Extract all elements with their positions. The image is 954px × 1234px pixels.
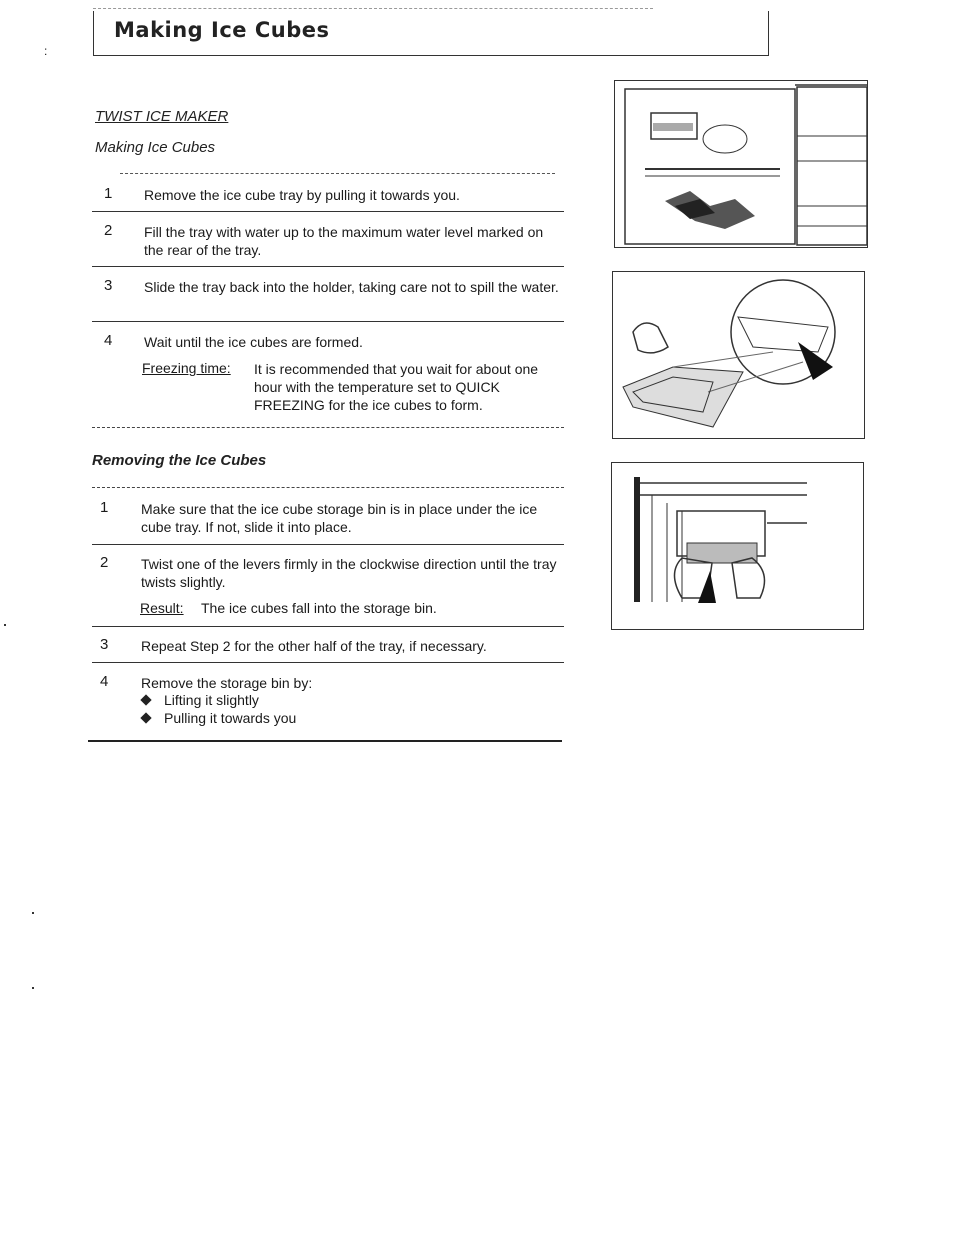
step-number: 1 [100, 499, 109, 516]
divider [120, 173, 555, 174]
divider [88, 740, 562, 742]
bullet-text: Lifting it slightly [164, 692, 259, 708]
step-number: 2 [104, 222, 113, 239]
fridge-illustration [615, 81, 867, 247]
section-heading: TWIST ICE MAKER [95, 108, 229, 125]
result-text: The ice cubes fall into the storage bin. [201, 600, 437, 616]
bullet-item [142, 692, 259, 708]
note-text: It is recommended that you wait for about one hour with the temperature set to QUICK FREEZING for the ice cubes to form. [254, 361, 539, 413]
remove-bin-figure [611, 462, 864, 630]
step-number: 4 [104, 332, 113, 349]
margin-mark: : [44, 44, 48, 58]
step-text: Slide the tray back into the holder, taking care not to spill the water. [144, 279, 559, 295]
fridge-interior-figure [614, 80, 868, 248]
header-top-rule [93, 8, 653, 9]
result-label: Result: [140, 600, 184, 616]
divider [92, 626, 564, 627]
divider [92, 321, 564, 322]
step-text: Repeat Step 2 for the other half of the tray, if necessary. [141, 638, 487, 654]
bullet-text: Pulling it towards you [164, 710, 297, 726]
divider [92, 211, 564, 212]
step-text: Wait until the ice cubes are formed. [144, 334, 363, 350]
storage-bin-illustration [612, 463, 863, 629]
scan-speck [32, 912, 34, 914]
fill-tray-figure [612, 271, 865, 439]
step-text: Remove the storage bin by: [141, 675, 313, 691]
step-number: 2 [100, 554, 109, 571]
step-number: 1 [104, 185, 113, 202]
note-label: Freezing time: [142, 360, 231, 376]
step-number: 3 [104, 277, 113, 294]
step-text: Make sure that the ice cube storage bin is in place under the ice cube tray. If not, slide it into place. [141, 501, 538, 535]
divider [92, 662, 564, 663]
step-text: Fill the tray with water up to the maximum water level marked on the rear of the tray. [144, 224, 544, 258]
step-text: Twist one of the levers firmly in the clockwise direction until the tray twists slightly. [141, 556, 557, 590]
tray-filling-illustration [613, 272, 864, 438]
bullet-item [142, 710, 296, 726]
divider [92, 544, 564, 545]
divider [92, 266, 564, 267]
step-text: Remove the ice cube tray by pulling it towards you. [144, 187, 460, 203]
divider [92, 427, 564, 428]
diamond-bullet-icon [140, 694, 151, 705]
making-heading: Making Ice Cubes [95, 139, 216, 156]
step-number: 3 [100, 636, 109, 653]
divider [92, 487, 564, 488]
step-number: 4 [100, 673, 109, 690]
diamond-bullet-icon [140, 712, 151, 723]
removing-heading: Removing the Ice Cubes [92, 452, 267, 469]
scan-speck [32, 987, 34, 989]
page-title: Making Ice Cubes [114, 18, 330, 42]
scan-speck [4, 624, 6, 626]
